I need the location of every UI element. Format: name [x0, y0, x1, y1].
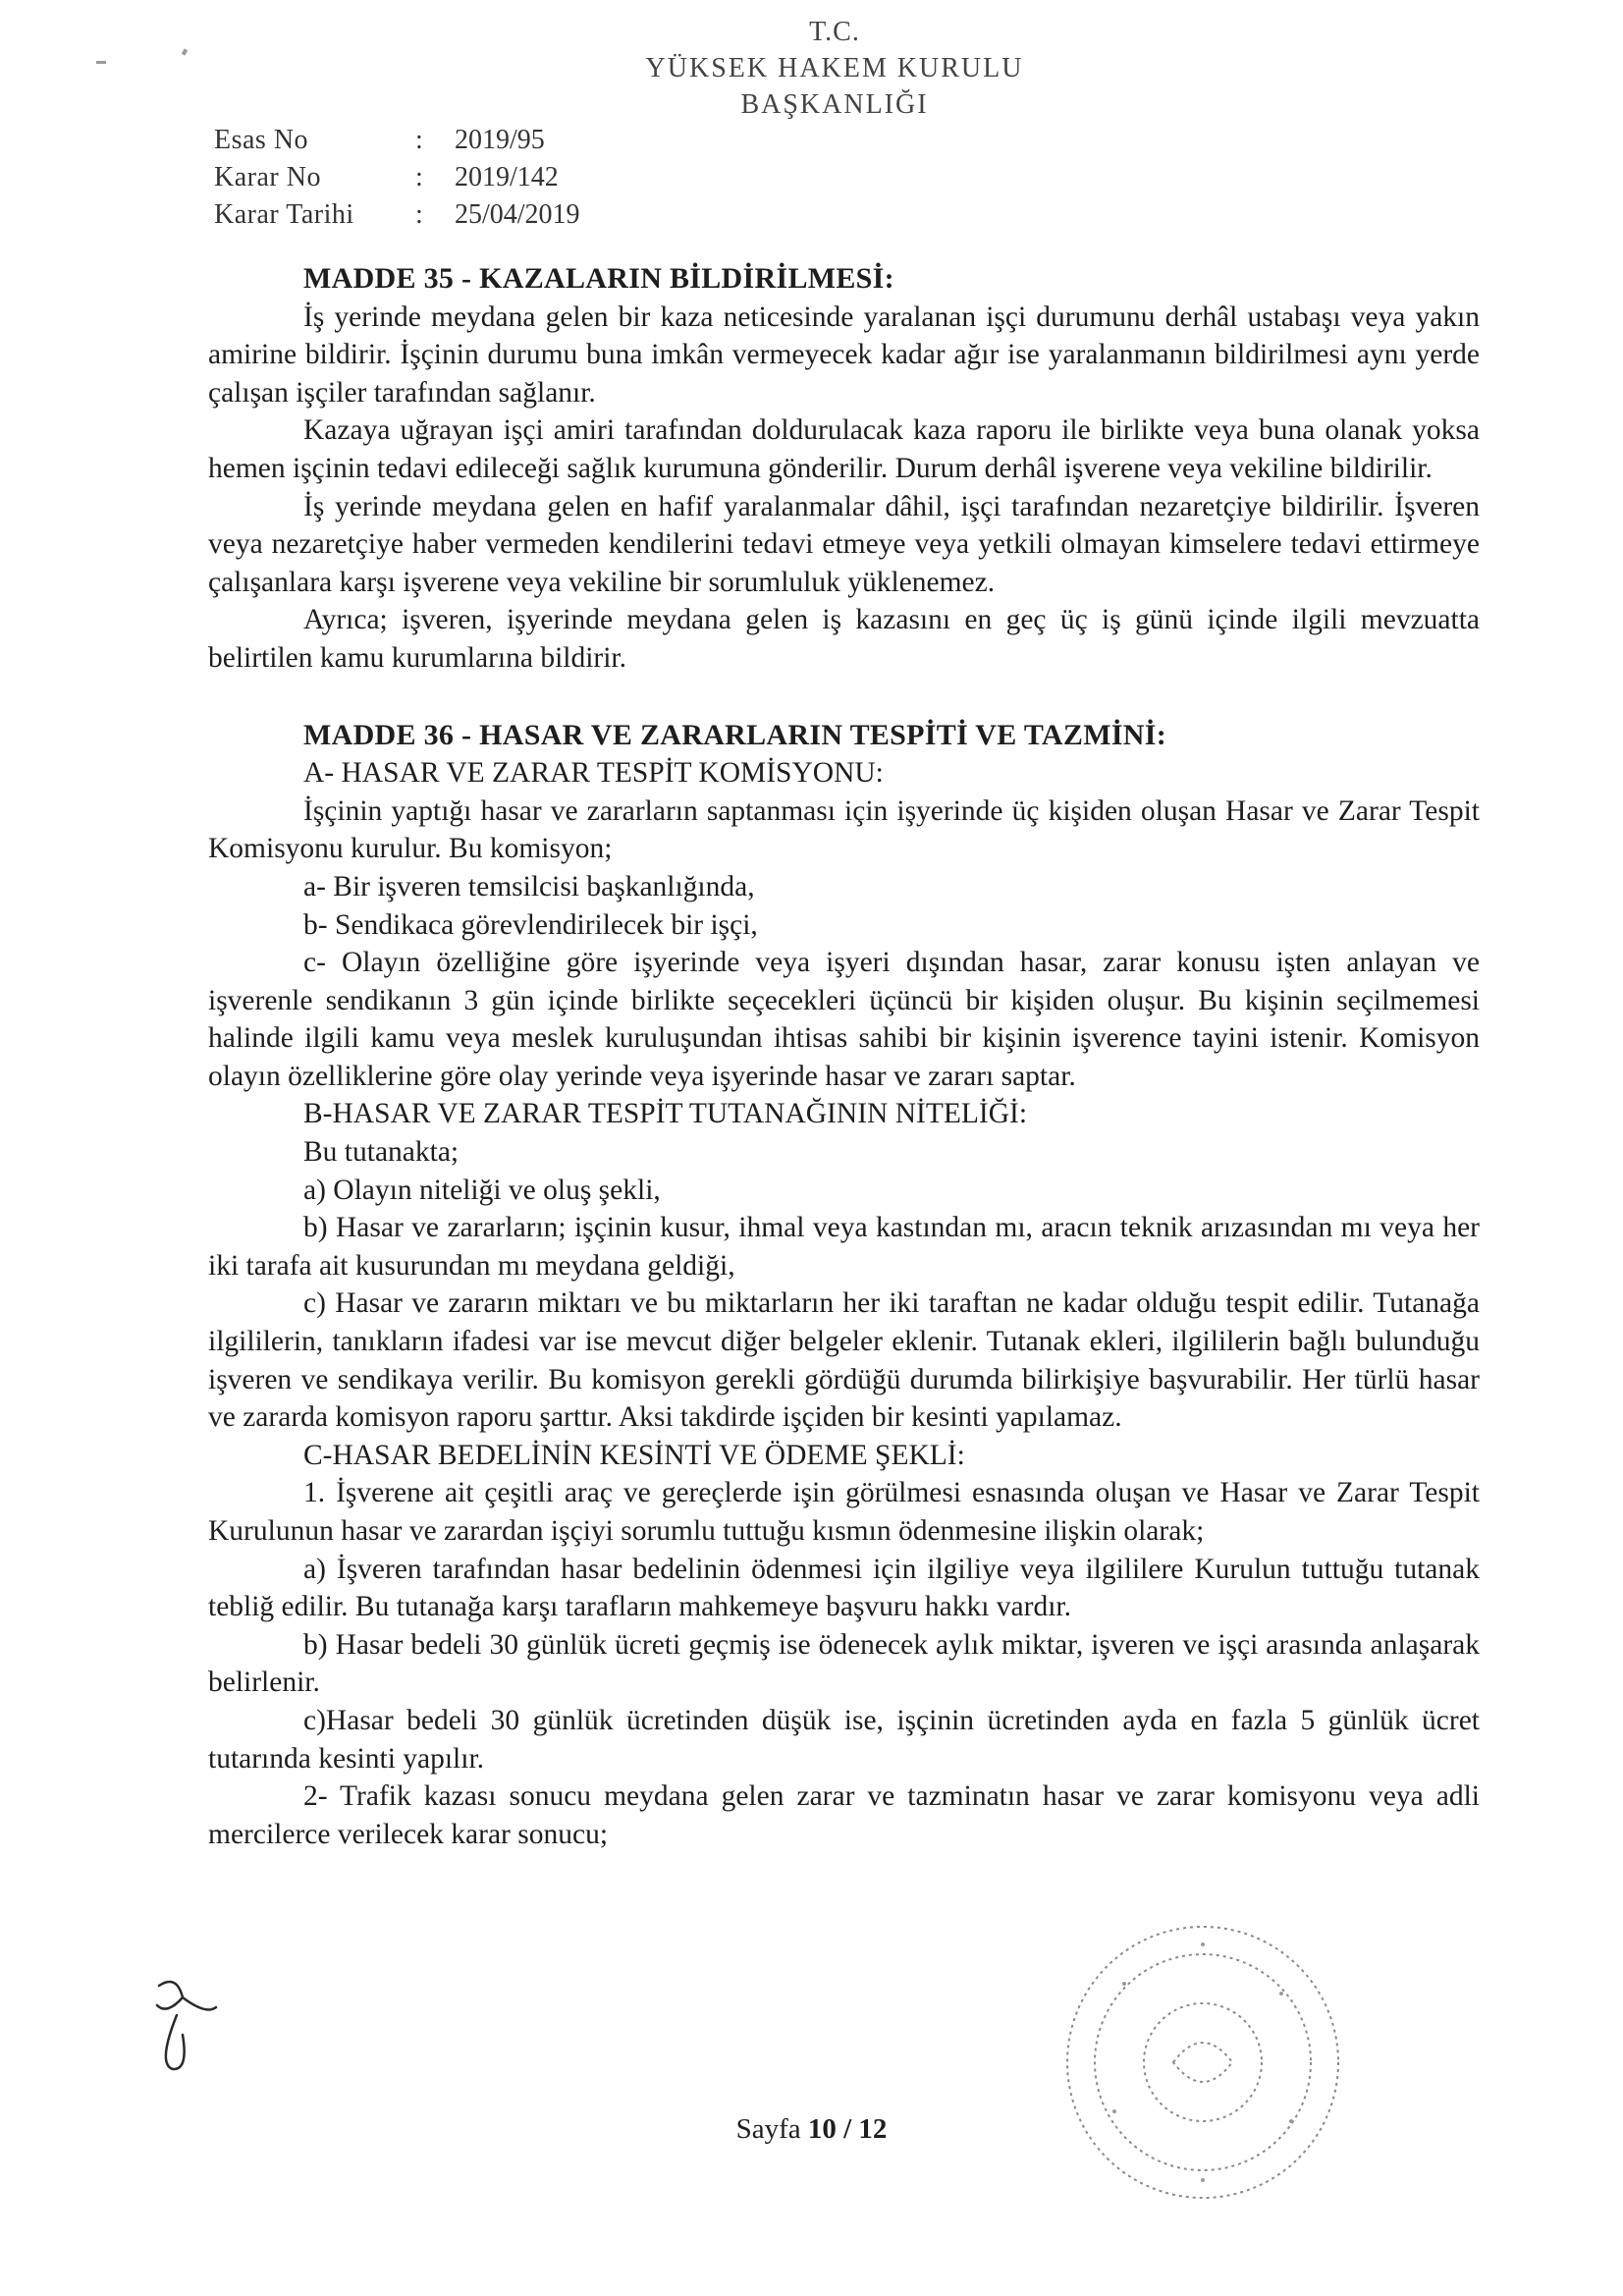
section-c-item: a) İşveren tarafından hasar bedelinin ödenmesi için ilgiliye veya ilgililere Kurulun tuttuğu tutanak tebliğ edilir. Bu tutanağa karşı tarafların mahkemeye başvuru hakkı vardır.	[208, 1553, 1480, 1623]
section-a-item: b- Sendikaca görevlendirilecek bir işçi,	[303, 908, 758, 941]
document-body	[208, 260, 1480, 1853]
page-number: 10 / 12	[807, 2113, 888, 2145]
article-35-title: MADDE 35 - KAZALARIN BİLDİRİLMESİ:	[303, 262, 894, 295]
section-a-item: a- Bir işveren temsilcisi başkanlığında,	[303, 870, 755, 902]
section-gap	[208, 678, 1480, 717]
article-36-title: MADDE 36 - HASAR VE ZARARLARIN TESPİTİ VE TAZMİNİ:	[303, 718, 1167, 751]
header-line-1: T.C.	[809, 17, 860, 47]
section-c-item: 1. İşverene ait çeşitli araç ve gereçlerde işin görülmesi esnasında oluşan ve Hasar ve Zarar Tespit Kurulunun hasar ve zarardan işçiyi sorumlu tuttuğu kısmın ödenmesine ilişkin olarak;	[208, 1477, 1480, 1547]
meta-value: 25/04/2019	[455, 199, 580, 230]
article-35-paragraph: İş yerinde meydana gelen bir kaza neticesinde yaralanan işçi durumunu derhâl ustabaşı veya yakın amirine bildirir. İşçinin durumu buna imkân vermeyecek kadar ağır ise yaralanmanın bildirilmesi aynı yerde çalışan işçiler tarafından sağlanır.	[208, 301, 1480, 409]
section-b-item: b) Hasar ve zararların; işçinin kusur, ihmal veya kastından mı, aracın teknik arızasından mı veya her iki tarafa ait kusurundan mı meydana geldiği,	[208, 1212, 1480, 1282]
section-b-item: c) Hasar ve zararın miktarı ve bu miktarların her iki taraftan ne kadar olduğu tespit edilir. Tutanağa ilgililerin, tanıkların ifadesi var ise mevcut diğer belgeler eklenir. Tutanak ekleri, ilgililerin bağlı bulunduğu işveren ve sendikaya verilir. Bu komisyon gerekli gördüğü durumda bilirkişiye başvurabilir. Her türlü hasar ve zararda komisyon raporu şarttır. Aksi takdirde işçiden bir kesinti yapılamaz.	[208, 1287, 1480, 1434]
handwritten-signature	[147, 1976, 226, 2074]
meta-value: 2019/95	[455, 125, 545, 155]
article-35-paragraph: Kazaya uğrayan işçi amiri tarafından doldurulacak kaza raporu ile birlikte veya buna olanak yoksa hemen işçinin tedavi edileceği sağlık kurumuna gönderilir. Durum derhâl işverene veya vekiline bildirilir.	[208, 414, 1480, 484]
meta-row	[214, 196, 580, 234]
section-c-heading: C-HASAR BEDELİNİN KESİNTİ VE ÖDEME ŞEKLİ:	[303, 1439, 965, 1471]
article-35-paragraph: İş yerinde meydana gelen en hafif yaralanmalar dâhil, işçi tarafından nezaretçiye bildirilir. İşveren veya nezaretçiye haber vermeden kendilerini tedavi etmeye veya yetkili olmayan kimselere tedavi ettirmeye çalışanlara karşı işverene veya vekiline bir sorumluluk yüklenemez.	[208, 490, 1480, 598]
meta-label: Karar No	[214, 162, 321, 192]
document-header	[589, 14, 1080, 123]
section-b-item: a) Olayın niteliği ve oluş şekli,	[303, 1174, 661, 1206]
meta-colon: :	[415, 162, 423, 192]
meta-colon: :	[415, 125, 423, 155]
page-footer	[0, 2113, 1623, 2146]
page-label: Sayfa	[735, 2113, 808, 2145]
section-c-item: 2- Trafik kazası sonucu meydana gelen zarar ve tazminatın hasar ve zarar komisyonu veya adli mercilerce verilecek karar sonucu;	[208, 1780, 1480, 1850]
scan-speck	[96, 61, 106, 64]
section-a-heading: A- HASAR VE ZARAR TESPİT KOMİSYONU:	[303, 757, 884, 790]
meta-row	[214, 159, 580, 196]
section-b-heading: B-HASAR VE ZARAR TESPİT TUTANAĞININ NİTELİĞİ:	[303, 1098, 1028, 1130]
case-metadata	[214, 122, 580, 234]
meta-colon: :	[415, 199, 423, 230]
section-a-item: c- Olayın özelliğine göre işyerinde veya işyeri dışından hasar, zarar konusu işten anlayan ve işverenle sendikanın 3 gün içinde birlikte seçecekleri üçüncü bir kişiden oluşur. Bu kişinin seçilmemesi halinde ilgili kamu veya meslek kuruluşundan ihtisas sahibi bir kişinin işverence tayini istenir. Komisyon olayın özelliklerine göre olay yerinde veya işyerinde hasar ve zararı saptar.	[208, 947, 1480, 1092]
header-line-2: YÜKSEK HAKEM KURULU	[645, 53, 1024, 83]
section-b-intro: Bu tutanakta;	[303, 1136, 460, 1169]
scan-speck	[182, 48, 188, 55]
meta-row	[214, 122, 580, 159]
header-line-3: BAŞKANLIĞI	[740, 89, 929, 120]
official-seal-stamp	[1055, 1915, 1350, 2210]
section-a-intro: İşçinin yaptığı hasar ve zararların saptanması için işyerinde üç kişiden oluşan Hasar ve Zarar Tespit Komisyonu kurulur. Bu komisyon;	[208, 794, 1480, 865]
meta-label: Karar Tarihi	[214, 199, 354, 230]
meta-label: Esas No	[214, 125, 309, 155]
article-35-paragraph: Ayrıca; işveren, işyerinde meydana gelen iş kazasını en geç üç iş günü içinde ilgili mevzuatta belirtilen kamu kurumlarına bildirir.	[208, 604, 1480, 674]
section-c-item: c)Hasar bedeli 30 günlük ücretinden düşük ise, işçinin ücretinden ayda en fazla 5 günlük ücret tutarında kesinti yapılır.	[208, 1704, 1480, 1775]
section-c-item: b) Hasar bedeli 30 günlük ücreti geçmiş ise ödenecek aylık miktar, işveren ve işçi arasında anlaşarak belirlenir.	[208, 1628, 1480, 1699]
meta-value: 2019/142	[455, 162, 559, 192]
